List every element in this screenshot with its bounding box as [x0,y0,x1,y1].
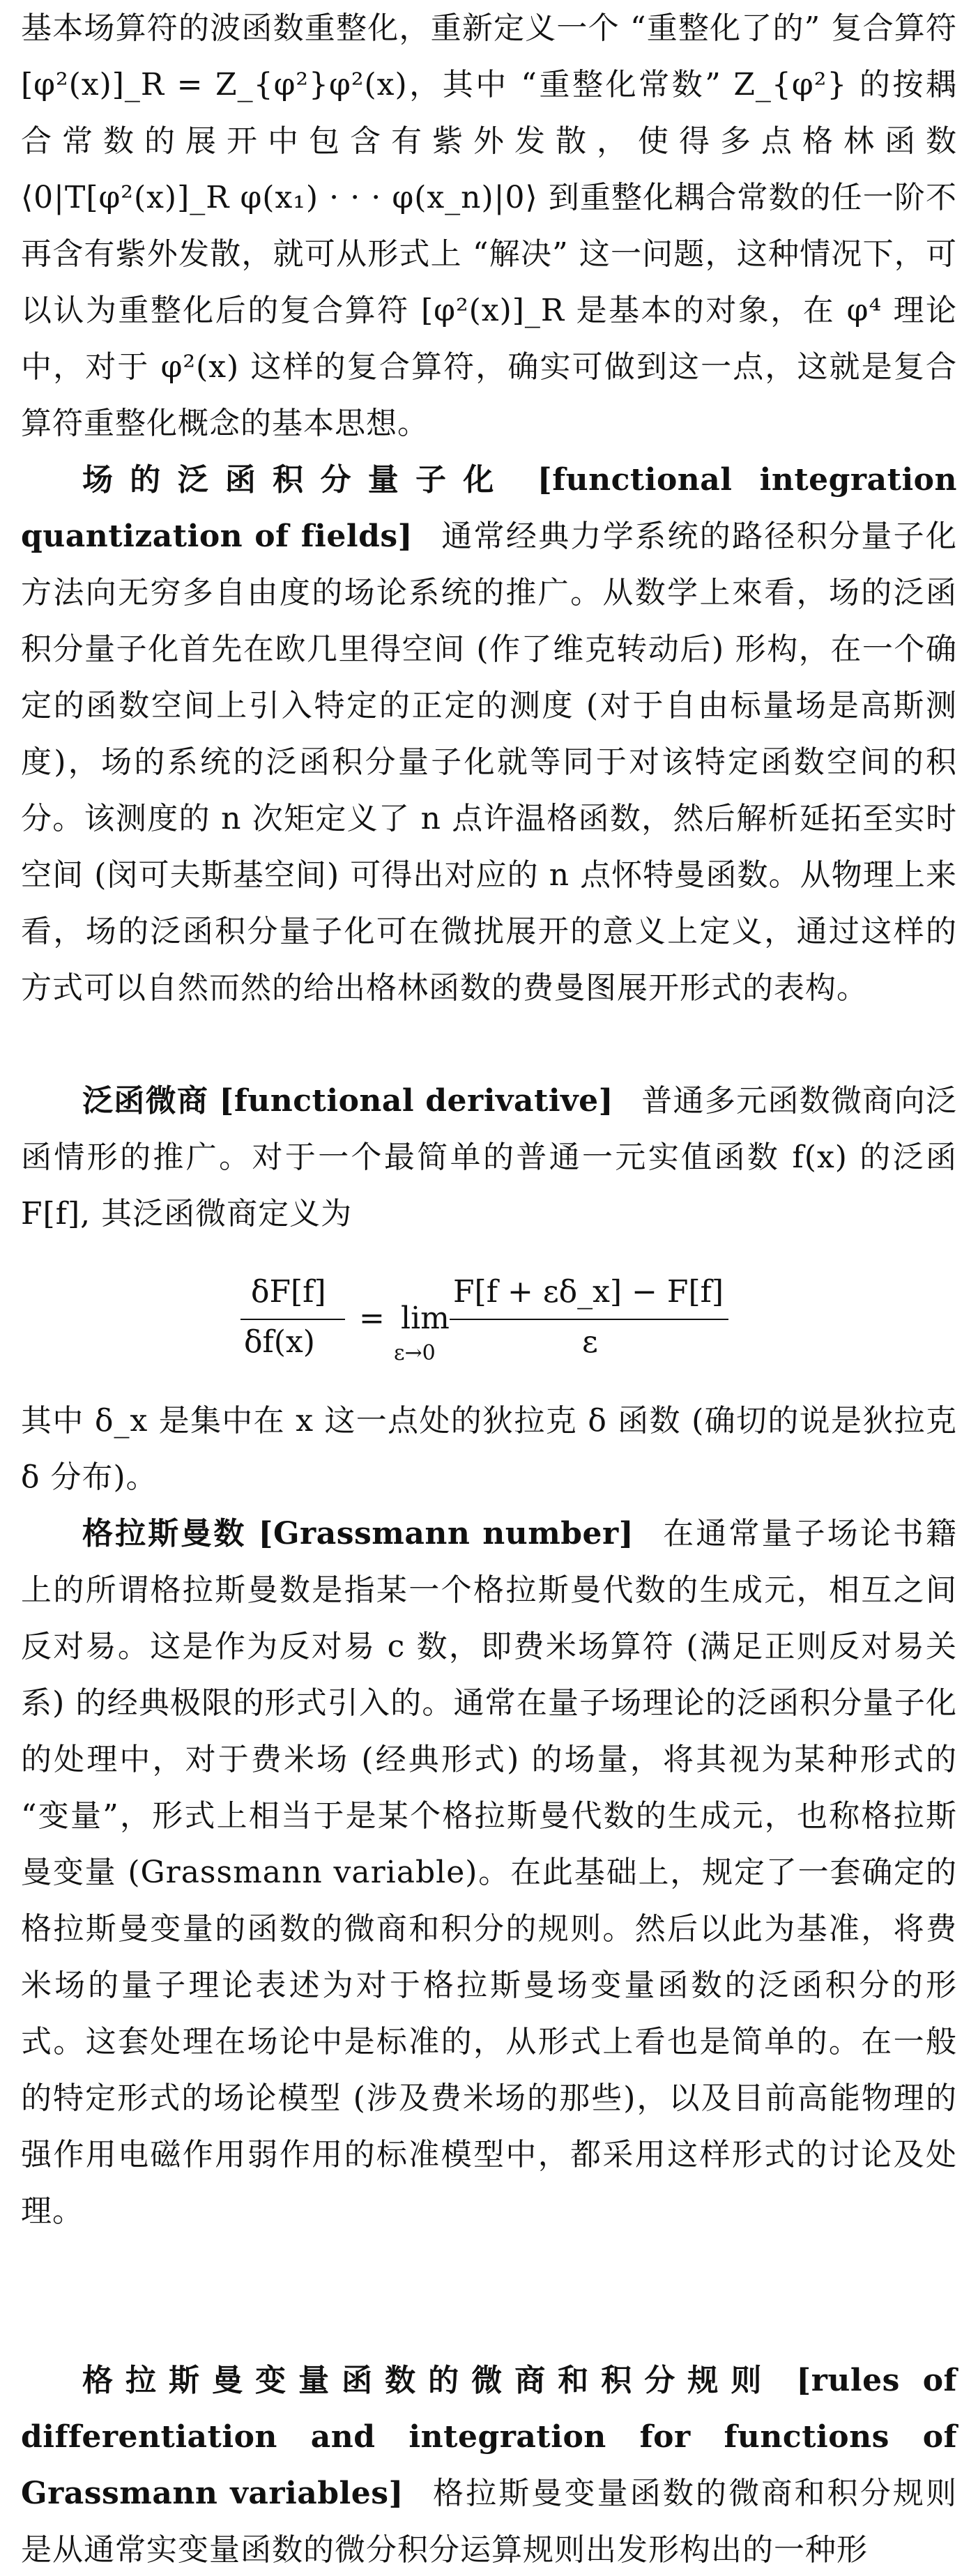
functional-derivative-formula [0,1274,978,1379]
paragraph-composite-operator-renormalization [21,0,957,452]
entry-english-term: [functional integration quantization of fields] [21,462,957,554]
entry-grassmann-number [21,1505,957,2239]
entry-grassmann-calculus-rules [21,2352,957,2576]
entry-english-term: [Grassmann number] [258,1516,634,1551]
formula-numerator-right: F[f + εδ_x] − F[f] [453,1274,724,1310]
entry-functional-derivative [21,1073,957,1242]
formula-limit-subscript: ε→0 [394,1341,436,1365]
entry-english-term: [functional derivative] [219,1083,613,1119]
formula-limit: lim [401,1301,450,1336]
entry-text: 格拉斯曼变量函数的微商和积分规则是从通常实变量函数的微分积分运算规则出发形构出的一种形 [21,2476,957,2568]
entry-term: 场的泛函积分量子化 [82,462,511,498]
entry-text: 在通常量子场论书籍上的所谓格拉斯曼数是指某一个格拉斯曼代数的生成元，相互之间反对易。这是作为反对易 c 数，即费米场算符 (满足正则反对易关系) 的经典极限的形式引入的。通常在量子场理论的泛函积分量子化的处理中，对于费米场 (经典形式) 的场量，将其视为某种形式的 “变量”，形式上相当于是某个格拉斯曼代数的生成元，也称格拉斯曼变量 (Grassmann variable)。在此基础上，规定了一套确定的格拉斯曼变量的函数的微商和积分的规则。然后以此为基准，将费米场的量子理论表述为对于格拉斯曼场变量函数的泛函积分的形式。这套处理在场论中是标准的，从形式上看也是简单的。在一般的特定形式的场论模型 (涉及费米场的那些)，以及目前高能物理的强作用电磁作用弱作用的标准模型中，都采用这样形式的讨论及处理。 [21,1516,958,2229]
formula-numerator-left: δF[f] [251,1274,326,1310]
entry-term: 格拉斯曼数 [82,1516,247,1551]
entry-term: 泛函微商 [82,1083,209,1119]
formula-denominator-right: ε [582,1324,598,1360]
paragraph-text: 基本场算符的波函数重整化，重新定义一个 “重整化了的” 复合算符 [φ²(x)]_R = Z_{φ²}φ²(x)，其中 “重整化常数” Z_{φ²} 的按耦合常数的展开中包含有紫外发散，使得多点格林函数 ⟨0|T[φ²(x)]_R φ(x₁) · · · φ(x_n)|0⟩ 到重整化耦合常数的任一阶不再含有紫外发散，就可从形式上 “解决” 这一问题，这种情况下，可以认为重整化后的复合算符 [φ²(x)]_R 是基本的对象，在 φ⁴ 理论中，对于 φ²(x) 这样的复合算符，确实可做到这一点，这就是复合算符重整化概念的基本思想。 [21,10,957,441]
formula-equals: = [359,1301,385,1336]
entry-functional-integration-quantization [21,452,957,1016]
formula-denominator-left: δf(x) [244,1324,315,1360]
entry-text: 通常经典力学系统的路径积分量子化方法向无穷多自由度的场论系统的推广。从数学上來看，场的泛函积分量子化首先在欧几里得空间 (作了维克转动后) 形构，在一个确定的函数空间上引入特定的正定的测度 (对于自由标量场是高斯测度)，场的系统的泛函积分量子化就等同于对该特定函数空间的积分。该测度的 n 次矩定义了 n 点许温格函数，然后解析延拓至实时空间 (闵可夫斯基空间) 可得出对应的 n 点怀特曼函数。从物理上来看，场的泛函积分量子化可在微扰展开的意义上定义，通过这样的方式可以自然而然的给出格林函数的费曼图展开形式的表构。 [21,519,957,1006]
paragraph-dirac-delta-note [21,1393,957,1505]
fraction-bar-right [450,1319,728,1320]
paragraph-text: 其中 δ_x 是集中在 x 这一点处的狄拉克 δ 函数 (确切的说是狄拉克 δ 分布)。 [21,1403,957,1495]
entry-term: 格拉斯曼变量函数的微商和积分规则 [82,2363,774,2398]
fraction-bar-left [240,1319,345,1320]
entry-text: 普通多元函数微商向泛函情形的推广。对于一个最简单的普通一元实值函数 f(x) 的泛函 F[f], 其泛函微商定义为 [21,1083,958,1232]
entry-english-term: [rules of differentiation and integration for functions of Grassmann variables] [21,2363,957,2511]
